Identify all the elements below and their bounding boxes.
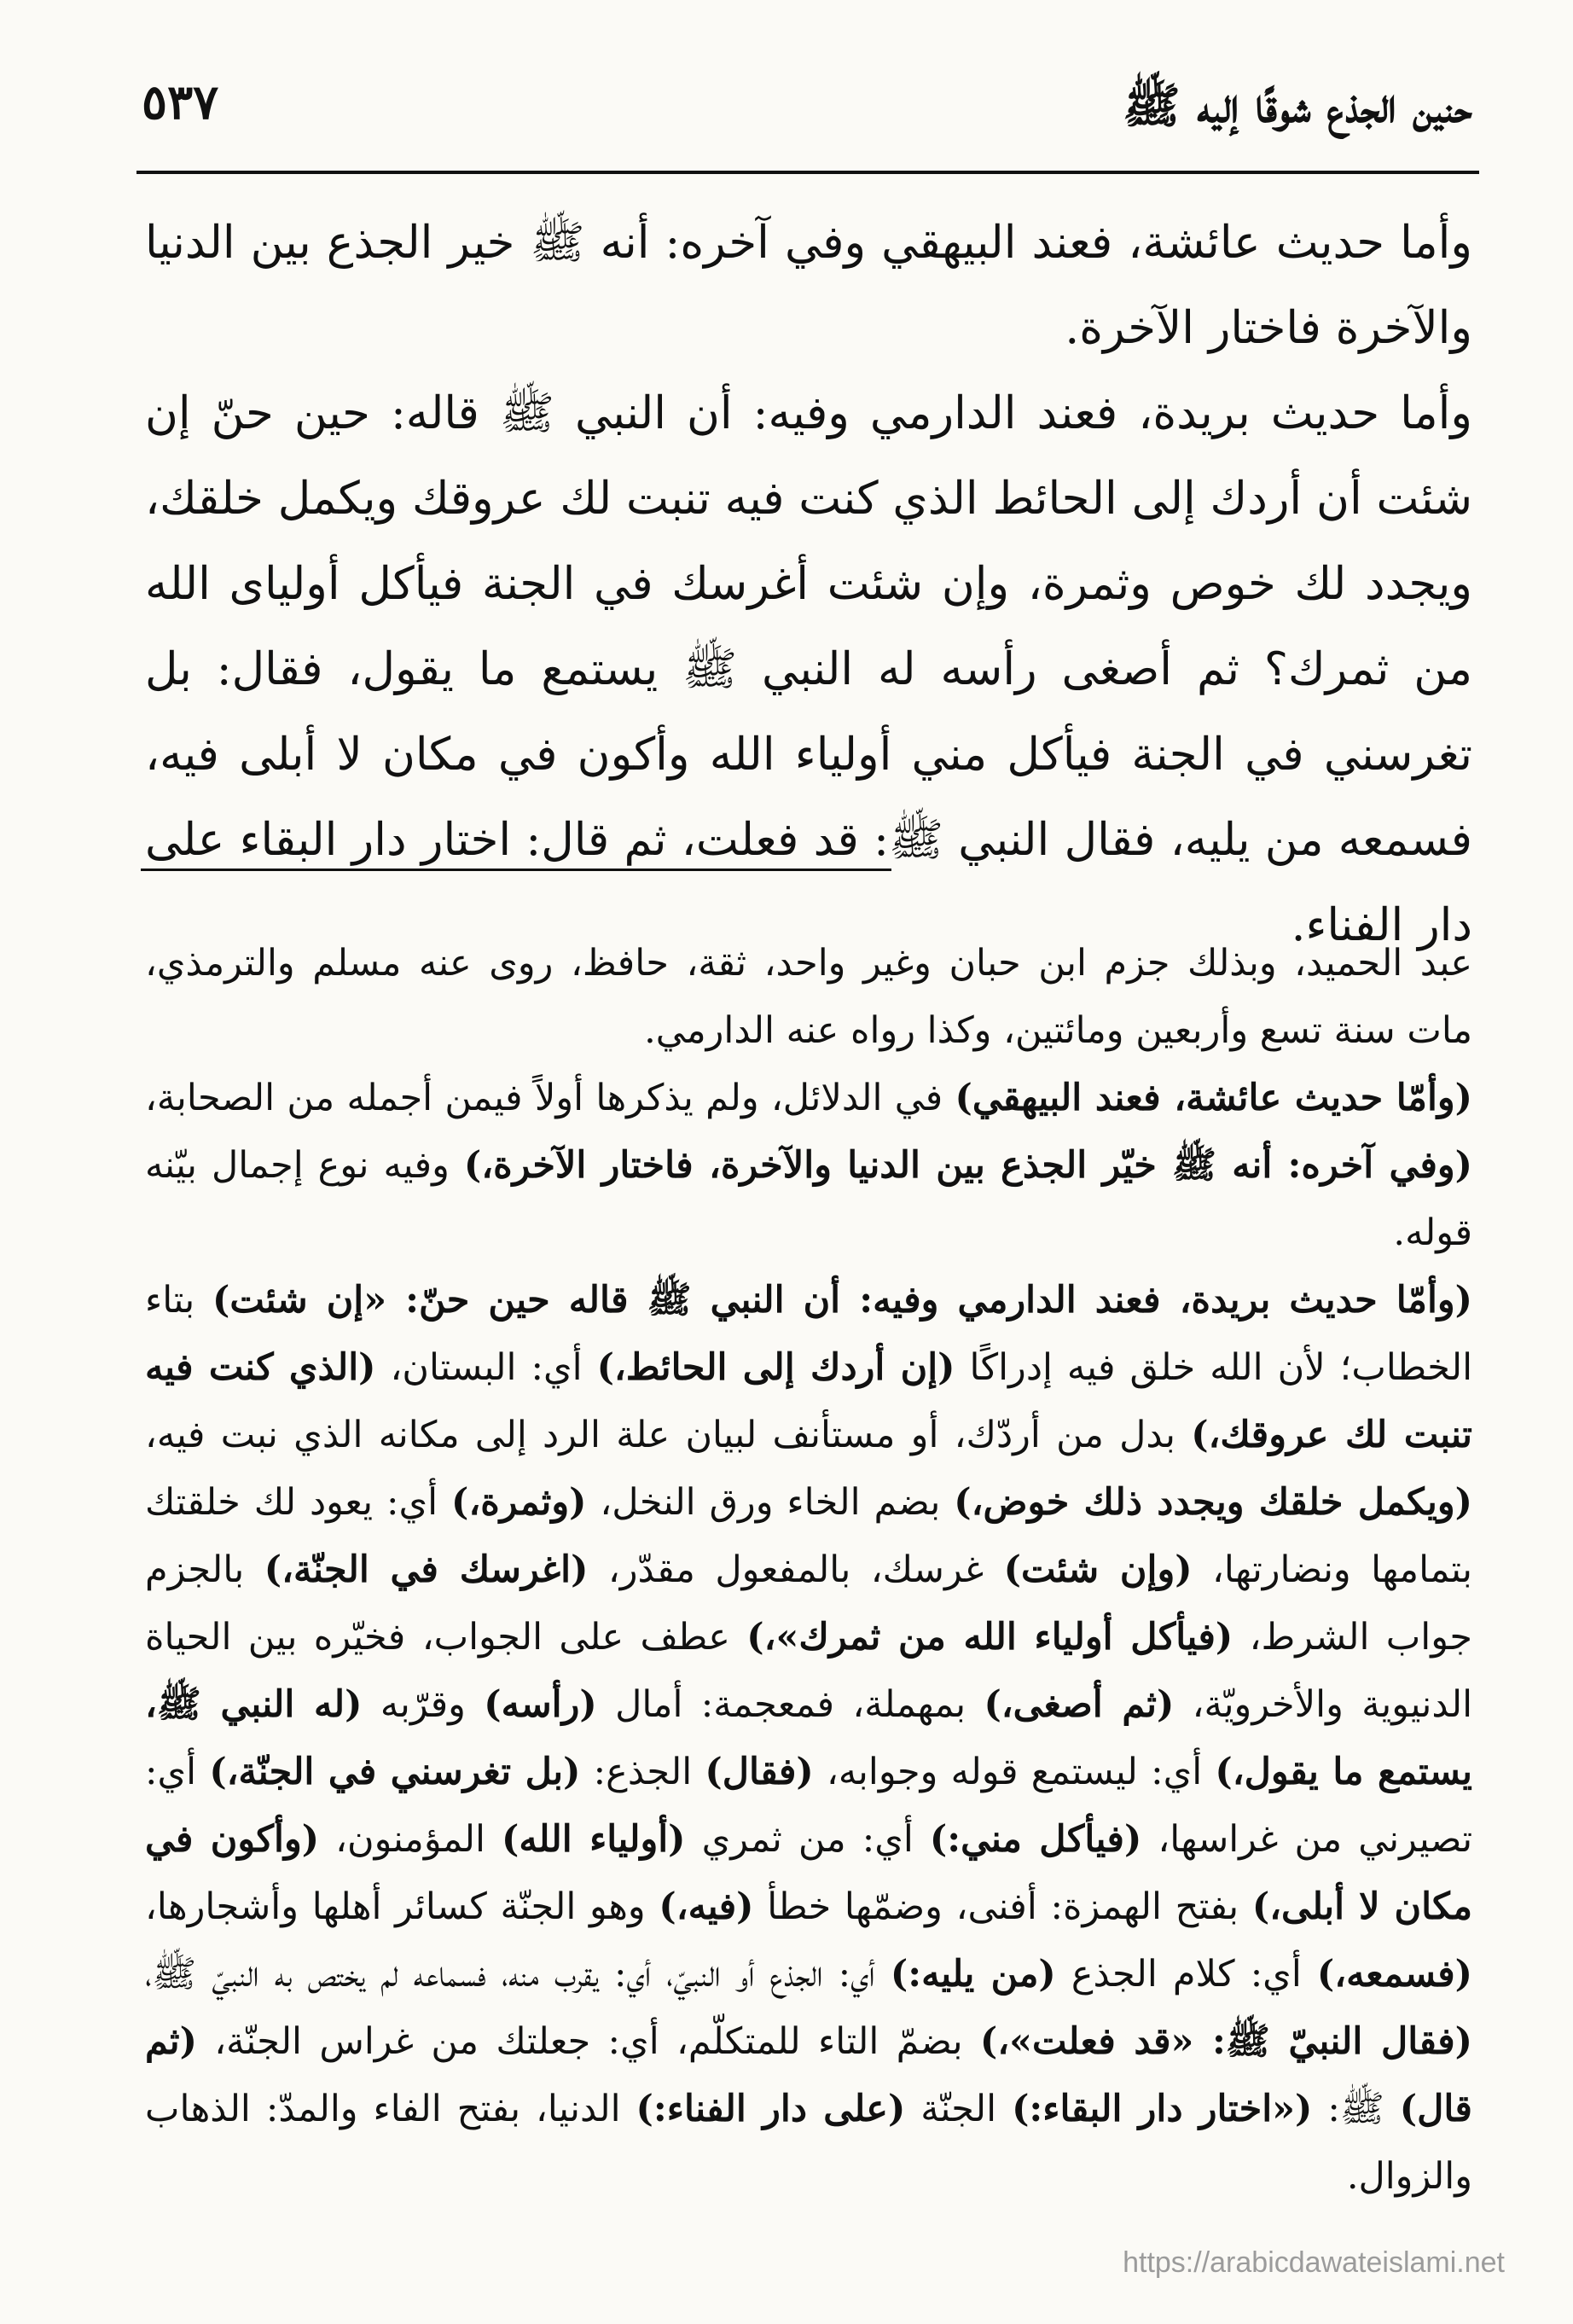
quoted-matn: (فقال النبيّ ﷺ: «قد فعلت»،) — [979, 2020, 1472, 2063]
quoted-matn: (فسمعه،) — [1316, 1953, 1472, 1996]
note-segment: الجنّة — [905, 2088, 1013, 2130]
note-segment: الدنيا، بفتح الفاء والمدّ: الذهاب والزوال. — [145, 2088, 1472, 2198]
note-segment: أي: ليستمع قوله وجوابه، — [813, 1751, 1216, 1793]
note-segment: عبد الحميد، وبذلك جزم ابن حبان وغير واحد، ثقة، حافظ، روى عنه مسلم والترمذي، مات سنة تسع وأربعين ومائتين، وكذا رواه عنه الدارمي. — [145, 942, 1472, 1052]
quoted-matn: (وأمّا حديث بريدة، فعند الدارمي وفيه: أن النبي ﷺ قاله حين حنّ: «إن شئت) — [212, 1279, 1472, 1322]
quoted-matn: (ثم قال) — [145, 2020, 1472, 2130]
page-number: ٥٣٧ — [142, 74, 219, 131]
quoted-matn: (أولياء الله) — [502, 1818, 686, 1861]
note-segment: بتاء الخطاب؛ لأن الله خلق فيه إدراكًا — [145, 1279, 1473, 1389]
note-segment: عطف على الجواب، فخيّره بين الحياة الدنيوية والأخرويّة، — [145, 1616, 1473, 1726]
quoted-matn: (إن أردك إلى الحائط،) — [596, 1346, 955, 1389]
note-segment: بدل من أردّك، أو مستأنف لبيان علة الرد إلى مكانه الذي نبت فيه، — [145, 1414, 1192, 1456]
note-segment: ﷺ: — [1312, 2088, 1400, 2130]
quoted-matn: (له النبي ﷺ، يستمع ما يقول،) — [145, 1683, 1473, 1793]
note-segment: وفيه نوع إجمال بيّنه قوله. — [145, 1144, 1472, 1254]
watermark-url: https://arabicdawateislami.net — [1123, 2246, 1505, 2279]
note-segment: بفتح الهمزة: أفنى، وضمّها خطأ — [753, 1885, 1252, 1928]
note-segment: أي: تصيرني من غراسها، — [145, 1751, 1473, 1861]
main-paragraph-buraida: وأما حديث بريدة، فعند الدارمي وفيه: أن النبي ﷺ قاله: حين حنّ إن شئت أن أردك إلى الحائط الذي كنت فيه تنبت لك عروقك ويكمل خلقك، ويجدد لك خوص وثمرة، وإن شئت أغرسك في الجنة فيأكل أولياى الله من ثمرك؟ ثم أصغى رأسه له النبي ﷺ يستمع ما يقول، فقال: بل تغرسني في الجنة فيأكل مني أولياء الله وأكون في مكان لا أبلى فيه، فسمعه من يليه، فقال النبي ﷺ: قد فعلت، ثم قال: اختار دار البقاء على دار الفناء. — [145, 387, 1472, 951]
quoted-matn: (وفي آخره: أنه ﷺ خيّر الجذع بين الدنيا والآخرة، فاختار الآخرة،) — [463, 1144, 1472, 1187]
quoted-matn: («اختار دار البقاء:) — [1012, 2088, 1313, 2130]
note-segment: أي: البستان، — [375, 1346, 597, 1389]
note-paragraph-1 — [145, 930, 1472, 1065]
quoted-matn: (فقال) — [705, 1751, 814, 1793]
quoted-matn: (وإن شئت) — [1003, 1548, 1193, 1591]
quoted-matn: (ثم أصغى،) — [984, 1683, 1175, 1726]
note-segment: وقرّبه — [362, 1683, 485, 1726]
quoted-matn: (بل تغرسني في الجنّة،) — [209, 1751, 581, 1793]
note-segment: بمهملة، فمعجمة: أمال — [596, 1683, 984, 1726]
header-rule — [136, 171, 1479, 174]
quoted-matn: (ويكمل خلقك ويجدد ذلك خوض،) — [954, 1481, 1472, 1524]
note-paragraph-2 — [145, 1065, 1472, 1267]
quoted-matn: (على دار الفناء:) — [636, 2088, 906, 2130]
quoted-matn: (فيأكل مني:) — [929, 1818, 1142, 1861]
note-segment: المؤمنون، — [319, 1818, 502, 1861]
footnote-separator — [141, 869, 891, 871]
note-segment: بالجزم جواب الشرط، — [145, 1548, 1473, 1659]
quoted-matn: (وأمّا حديث عائشة، فعند البيهقي) — [955, 1077, 1472, 1119]
note-segment: بضمّ التاء للمتكلّم، أي: جعلتك من غراس الجنّة، — [196, 2020, 980, 2063]
note-segment: بضم الخاء ورق النخل، — [586, 1481, 955, 1524]
note-segment: غرسك، بالمفعول مقدّر، — [588, 1548, 1004, 1591]
quoted-matn: (وثمرة،) — [451, 1481, 587, 1524]
note-segment: الجذع: — [580, 1751, 705, 1793]
commentary-text — [145, 930, 1472, 2211]
quoted-matn: (رأسه) — [484, 1683, 597, 1726]
note-segment: وهو الجنّة كسائر أهلها وأشجارها، — [145, 1885, 659, 1928]
note-paragraph-3 — [145, 1267, 1472, 2211]
quoted-matn: (فيأكل أولياء الله من ثمرك»،) — [746, 1616, 1233, 1659]
main-paragraph-aisha: وأما حديث عائشة، فعند البيهقي وفي آخره: أنه ﷺ خير الجذع بين الدنيا والآخرة فاختار الآخرة. — [145, 217, 1472, 354]
quoted-matn: (فيه،) — [659, 1885, 754, 1928]
note-segment: أي: كلام الجذع — [1055, 1953, 1317, 1996]
note-segment: أي: يعود لك خلقتك بتمامها ونضارتها، — [145, 1481, 1472, 1591]
quoted-matn: (وأكون في مكان لا أبلى،) — [145, 1818, 1472, 1928]
quoted-matn: (اغرسك في الجنّة،) — [264, 1548, 589, 1591]
quoted-matn: (الذي كنت فيه تنبت لك عروقك،) — [145, 1346, 1472, 1456]
note-segment: أي: الجذع أو النبيّ، أي: يقرب منه، فسماعه لم يختص به النبيّ ﷺ، — [145, 1953, 891, 1996]
note-segment: في الدلائل، ولم يذكرها أولاً فيمن أجمله من الصحابة، — [145, 1077, 955, 1119]
running-header-title: حنين الجذع شوقًا إليه ﷺ — [1123, 78, 1472, 134]
note-segment: أي: من ثمري — [685, 1818, 930, 1861]
quoted-matn: (من يليه:) — [890, 1953, 1056, 1996]
main-text — [145, 200, 1472, 968]
